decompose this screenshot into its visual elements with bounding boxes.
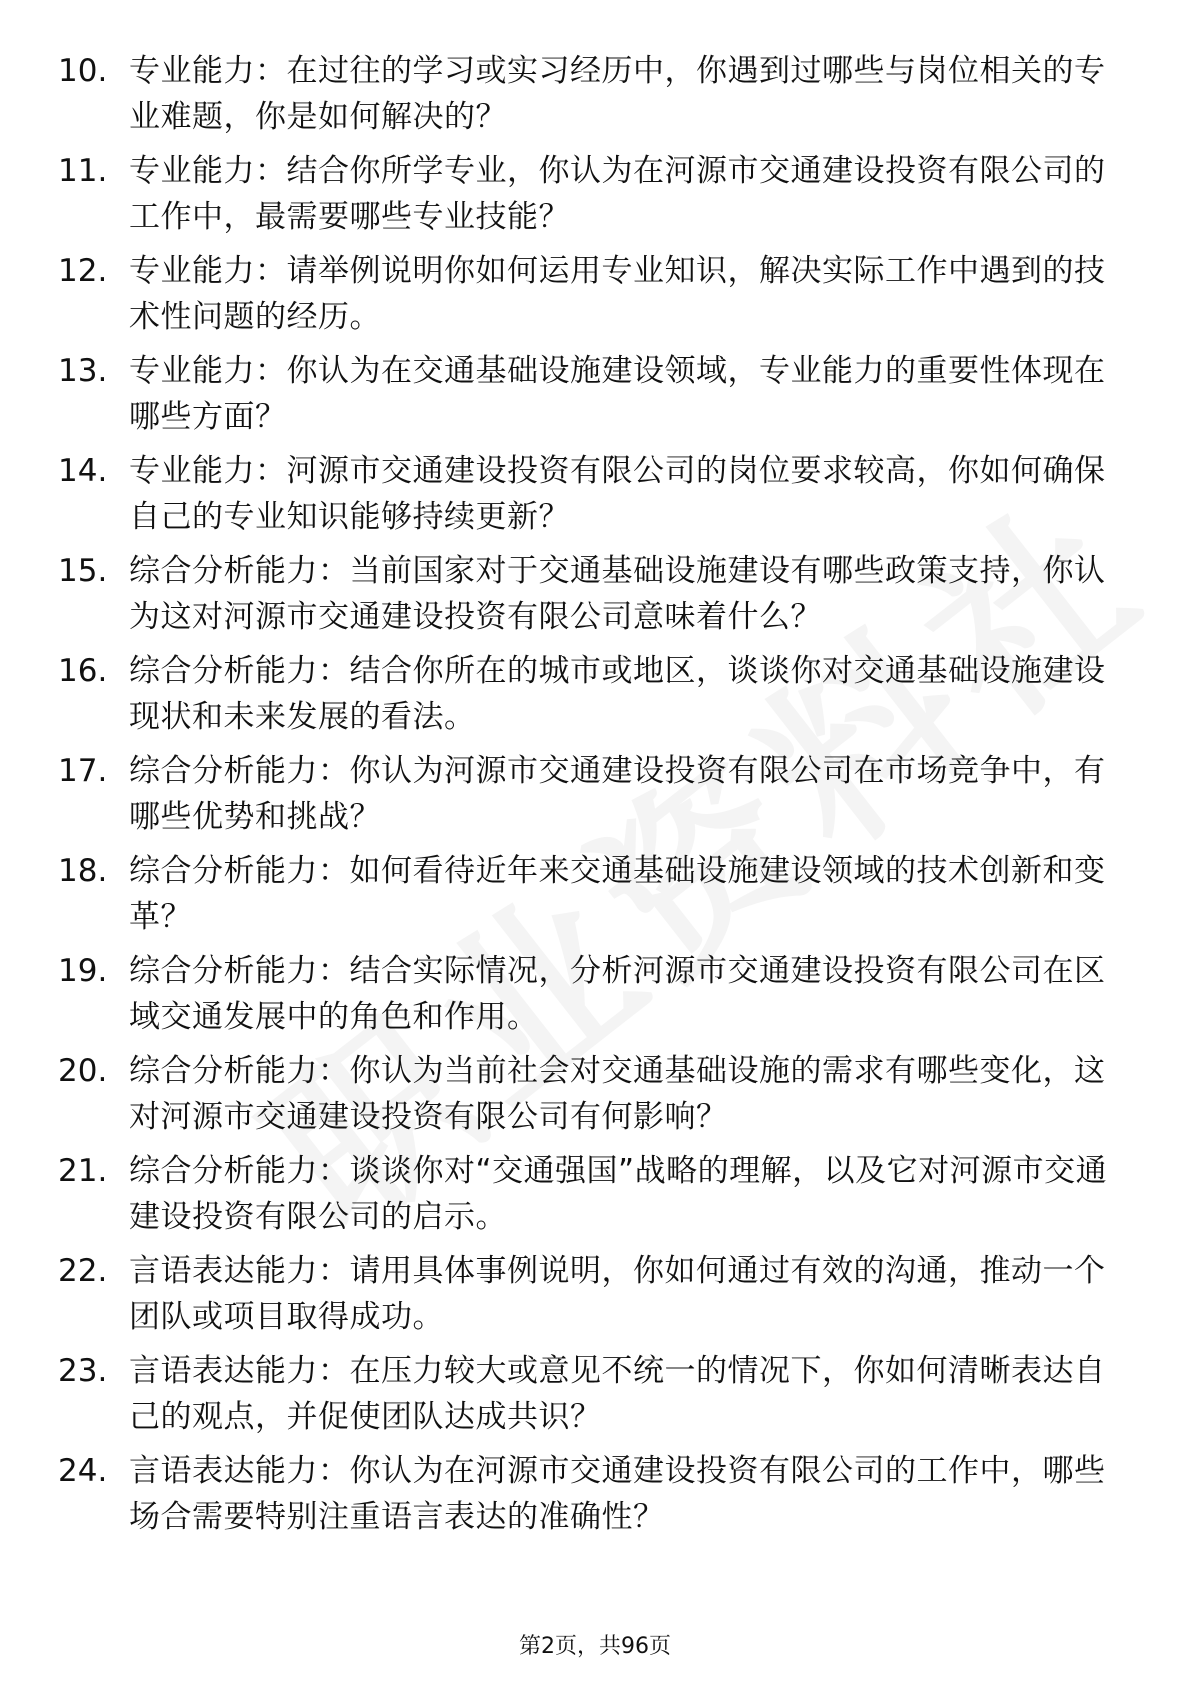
question-item [0, 948, 1190, 1048]
question-item [0, 548, 1190, 648]
question-text: 言语表达能力：在压力较大或意见不统一的情况下，你如何清晰表达自己的观点，并促使团队达成共识？ [129, 1353, 1106, 1435]
question-text: 专业能力：在过往的学习或实习经历中，你遇到过哪些与岗位相关的专业难题，你是如何解决的？ [129, 53, 1106, 135]
question-number: 16. [58, 653, 108, 689]
question-text: 综合分析能力：你认为当前社会对交通基础设施的需求有哪些变化，这对河源市交通建设投资有限公司有何影响？ [129, 1053, 1106, 1135]
page-footer [0, 1632, 1190, 1662]
question-item [0, 1348, 1190, 1448]
question-number: 21. [58, 1153, 108, 1189]
question-item [0, 48, 1190, 148]
question-number: 24. [58, 1453, 108, 1489]
question-item [0, 248, 1190, 348]
question-number: 20. [58, 1053, 108, 1089]
question-number: 17. [58, 753, 108, 789]
question-item [0, 148, 1190, 248]
question-number: 18. [58, 853, 108, 889]
question-number: 13. [58, 353, 108, 389]
question-text: 综合分析能力：结合实际情况，分析河源市交通建设投资有限公司在区域交通发展中的角色和作用。 [129, 953, 1106, 1035]
question-number: 11. [58, 153, 108, 189]
question-number: 10. [58, 53, 108, 89]
question-number: 15. [58, 553, 108, 589]
question-text: 综合分析能力：如何看待近年来交通基础设施建设领域的技术创新和变革？ [129, 853, 1106, 935]
question-item [0, 1148, 1190, 1248]
question-list [0, 48, 1190, 1548]
question-number: 14. [58, 453, 108, 489]
question-text: 言语表达能力：请用具体事例说明，你如何通过有效的沟通，推动一个团队或项目取得成功。 [129, 1253, 1106, 1335]
question-item [0, 1448, 1190, 1548]
question-number: 12. [58, 253, 108, 289]
page-number-label: 第2页，共96页 [519, 1634, 671, 1659]
question-item [0, 748, 1190, 848]
question-number: 23. [58, 1353, 108, 1389]
question-item [0, 1248, 1190, 1348]
question-text: 综合分析能力：当前国家对于交通基础设施建设有哪些政策支持，你认为这对河源市交通建设投资有限公司意味着什么？ [129, 553, 1106, 635]
question-text: 言语表达能力：你认为在河源市交通建设投资有限公司的工作中，哪些场合需要特别注重语言表达的准确性？ [129, 1453, 1106, 1535]
question-text: 专业能力：结合你所学专业，你认为在河源市交通建设投资有限公司的工作中，最需要哪些专业技能？ [129, 153, 1106, 235]
question-item [0, 1048, 1190, 1148]
question-item [0, 848, 1190, 948]
question-item [0, 448, 1190, 548]
question-text: 专业能力：你认为在交通基础设施建设领域，专业能力的重要性体现在哪些方面？ [129, 353, 1106, 435]
question-number: 19. [58, 953, 108, 989]
question-text: 专业能力：河源市交通建设投资有限公司的岗位要求较高，你如何确保自己的专业知识能够持续更新？ [129, 453, 1106, 535]
question-item [0, 648, 1190, 748]
question-text: 综合分析能力：谈谈你对“交通强国”战略的理解，以及它对河源市交通建设投资有限公司的启示。 [129, 1153, 1108, 1235]
question-text: 专业能力：请举例说明你如何运用专业知识，解决实际工作中遇到的技术性问题的经历。 [129, 253, 1106, 335]
question-text: 综合分析能力：你认为河源市交通建设投资有限公司在市场竞争中，有哪些优势和挑战？ [129, 753, 1106, 835]
question-item [0, 348, 1190, 448]
question-text: 综合分析能力：结合你所在的城市或地区，谈谈你对交通基础设施建设现状和未来发展的看法。 [129, 653, 1106, 735]
question-number: 22. [58, 1253, 108, 1289]
